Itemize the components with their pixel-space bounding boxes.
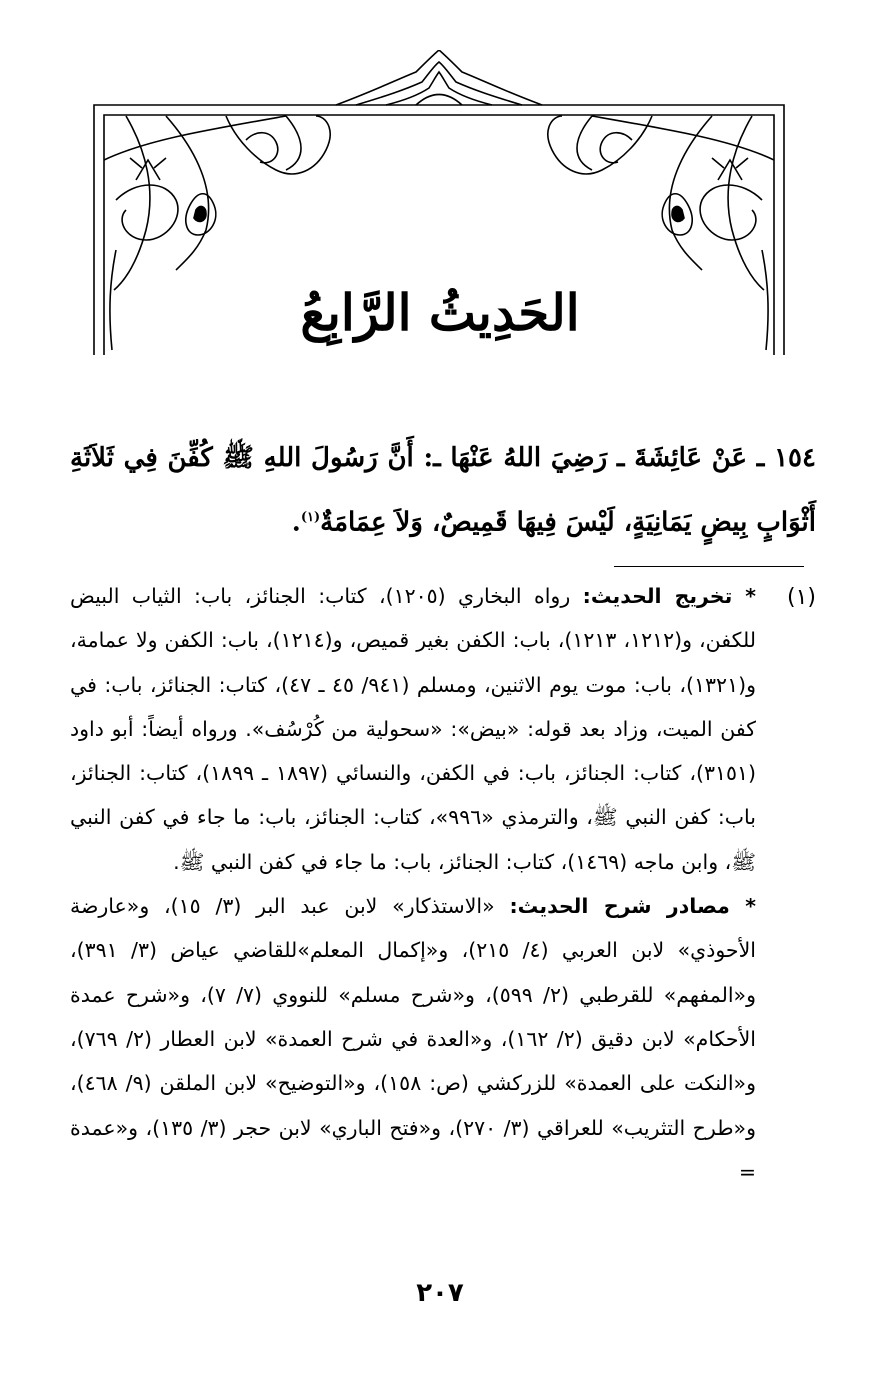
sources-paragraph: [70, 884, 756, 1194]
chapter-title: الحَدِيثُ الرَّابِعُ: [300, 283, 580, 342]
footnote-separator: [614, 566, 804, 567]
takhrij-paragraph: [70, 574, 756, 884]
takhrij-label: * تخريج الحديث:: [582, 584, 756, 608]
footnote-body: [70, 574, 756, 1194]
takhrij-text: رواه البخاري (١٢٠٥)، كتاب: الجنائز، باب: الثياب البيض للكفن، و(١٢١٢، ١٢١٣)، باب: الكفن بغير قميص، و(١٢١٤)، باب: الكفن ولا عمامة، و(١٣٢١)، باب: موت يوم الاثنين، ومسلم (٩٤١/ ٤٥ ـ ٤٧)، كتاب: الجنائز، باب: في كفن الميت، وزاد بعد قوله: «بيض»: «سحولية من كُرْسُف». ورواه أيضاً: أبو داود (٣١٥١)، كتاب: الجنائز، باب: في الكفن، والنسائي (١٨٩٧ ـ ١٨٩٩)، كتاب: الجنائز، باب: كفن النبي ﷺ، والترمذي «٩٩٦»، كتاب: الجنائز، باب: ما جاء في كفن النبي ﷺ، وابن ماجه (١٤٦٩)، كتاب: الجنائز، باب: ما جاء في كفن النبي ﷺ.: [70, 584, 756, 874]
footnote-block: [70, 574, 816, 1194]
hadith-text-block: [70, 428, 816, 553]
sources-label: * مصادر شرح الحديث:: [509, 894, 756, 919]
footnote-marker[interactable]: (١): [300, 510, 321, 525]
page-number: ٢٠٧: [416, 1278, 464, 1308]
sources-text: «الاستذكار» لابن عبد البر (٣/ ١٥)، و«عارضة الأحوذي» لابن العربي (٤/ ٢١٥)، و«إكمال المعلم»للقاضي عياض (٣/ ٣٩١)، و«المفهم» للقرطبي (٢/ ٥٩٩)، و«شرح مسلم» للنووي (٧/ ٧)، و«شرح عمدة الأحكام» لابن دقيق (٢/ ١٦٢)، و«العدة في شرح العمدة» لابن العطار (٢/ ٧٦٩)، و«النكت على العمدة» للزركشي (ص: ١٥٨)، و«التوضيح» لابن الملقن (٩/ ٤٦٨)، و«طرح التثريب» للعراقي (٣/ ٢٧٠)، و«فتح الباري» لابن حجر (٣/ ١٣٥)، و«عمدة =: [70, 894, 756, 1184]
hadith-end-punctuation: .: [291, 507, 301, 538]
footnote-number: (١): [786, 585, 816, 610]
hadith-text: ١٥٤ ـ عَنْ عَائِشَةَ ـ رَضِيَ اللهُ عَنْهَا ـ: أَنَّ رَسُولَ اللهِ ﷺ كُفِّنَ فِي ثَلاَثَةِ أَثْوَابٍ بِيضٍ يَمَانِيَةٍ، لَيْسَ فِيهَا قَمِيصٌ، وَلاَ عِمَامَةٌ: [70, 443, 816, 538]
